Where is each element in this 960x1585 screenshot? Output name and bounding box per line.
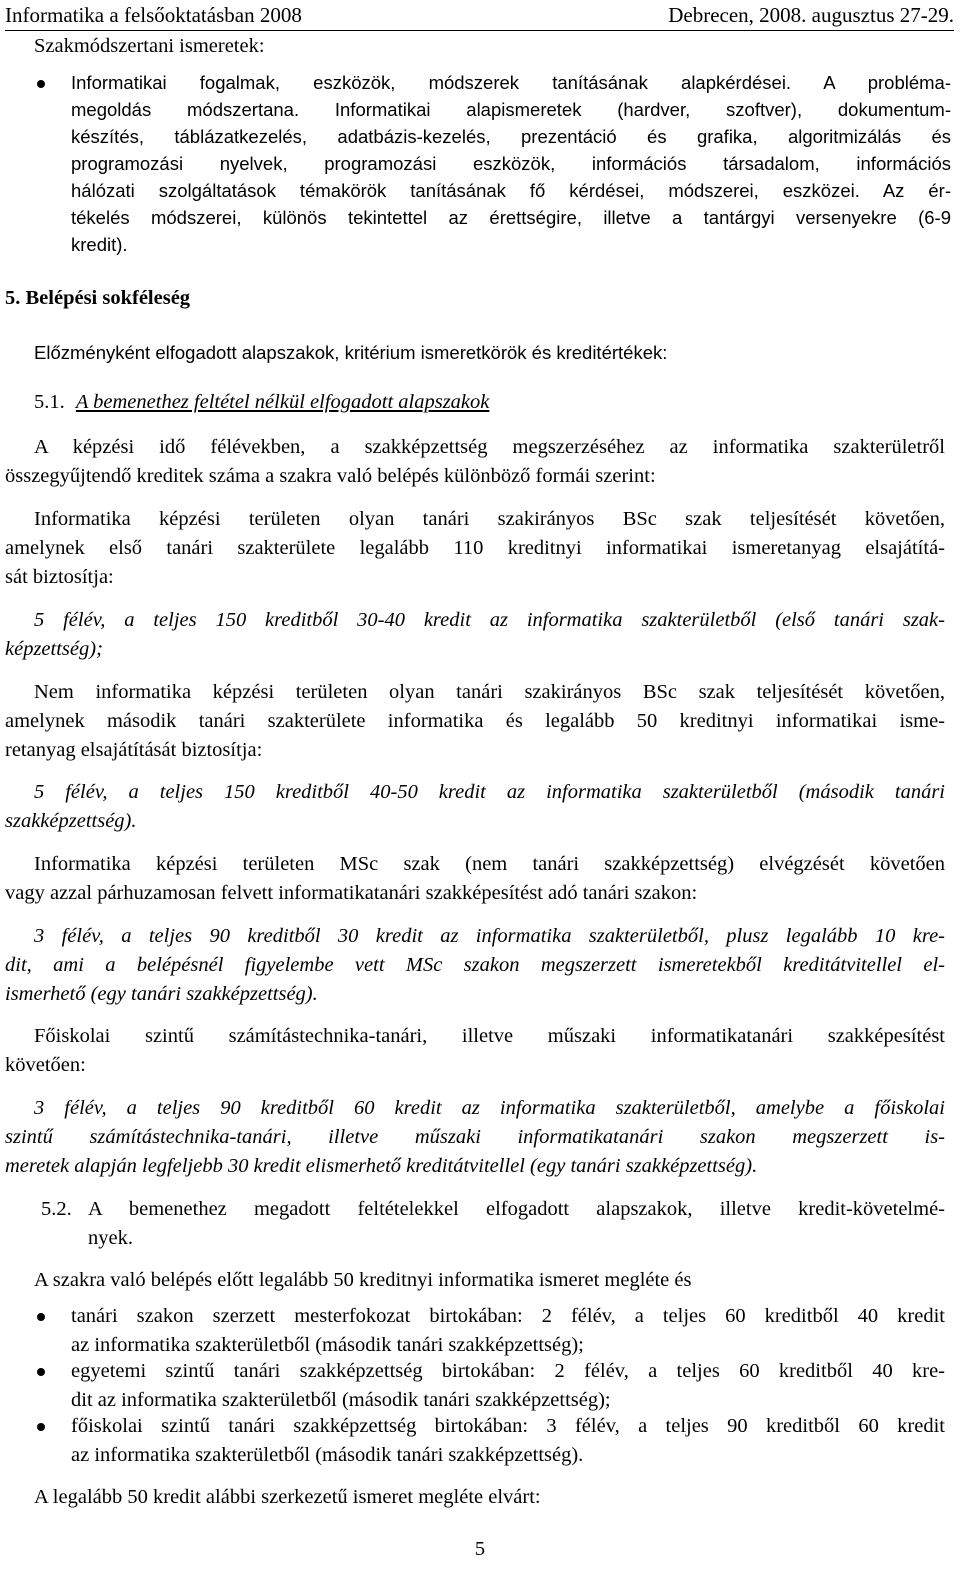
paragraph-line: Informatika képzési területen olyan tanári szakirányos BSc szak teljesítését követően, bbox=[34, 508, 945, 530]
paragraph-line: retanyag elsajátítását biztosítja: bbox=[5, 739, 263, 761]
subsection-title: A bemenethez megadott feltételekkel elfogadott alapszakok, illetve kredit-követelmé- bbox=[88, 1198, 945, 1220]
credit-requirement-line: szakképzettség). bbox=[5, 810, 137, 832]
section-label: Szakmódszertani ismeretek: bbox=[34, 35, 265, 57]
running-header bbox=[5, 0, 954, 31]
section-title: 5. Belépési sokféleség bbox=[5, 287, 191, 309]
credit-requirement-line: képzettség); bbox=[5, 638, 103, 660]
header-conference: Informatika a felsőoktatásban 2008 bbox=[5, 3, 302, 27]
paragraph-line: A legalább 50 kredit alábbi szerkezetű ismeret megléte elvárt: bbox=[34, 1486, 541, 1508]
paragraph-line: követően: bbox=[5, 1054, 86, 1076]
paragraph-line: amelynek első tanári szakterülete legalább 110 kreditnyi informatikai ismeretanyag elsajátítá- bbox=[5, 537, 945, 559]
credit-requirement-line: meretek alapján legfeljebb 30 kredit elismerhető kreditátvitellel (egy tanári szakképzettség). bbox=[5, 1155, 758, 1177]
subsection-heading bbox=[34, 388, 489, 417]
credit-requirement-line: szintű számítástechnika-tanári, illetve műszaki informatikatanári szakon megszerzett is- bbox=[5, 1126, 945, 1148]
credit-requirement-line: 3 félév, a teljes 90 kreditből 60 kredit az informatika szakterületből, amelybe a főiskolai bbox=[34, 1097, 945, 1119]
header-location-date: Debrecen, 2008. augusztus 27-29. bbox=[668, 3, 954, 27]
credit-requirement-line: 5 félév, a teljes 150 kreditből 30-40 kredit az informatika szakterületből (első tanári szak- bbox=[34, 609, 945, 631]
subsection-number: 5.1. bbox=[34, 391, 65, 413]
module-line: kredit). bbox=[71, 234, 128, 255]
module-line: programozási nyelvek, programozási eszközök, információs társadalom, információs bbox=[71, 153, 951, 174]
credit-requirement-line: ismerhető (egy tanári szakképzettség). bbox=[5, 983, 318, 1005]
paragraph-line: A szakra való belépés előtt legalább 50 kreditnyi informatika ismeret megléte és bbox=[34, 1269, 692, 1291]
bullet-line: tanári szakon szerzett mesterfokozat birtokában: 2 félév, a teljes 60 kreditből 40 kredit bbox=[71, 1305, 945, 1327]
subsection-title: nyek. bbox=[88, 1227, 133, 1249]
credit-requirement-line: 5 félév, a teljes 150 kreditből 40-50 kredit az informatika szakterületből (második tanári bbox=[34, 781, 945, 803]
module-line: készítés, táblázatkezelés, adatbázis-kezelés, prezentáció és grafika, algoritmizálás és bbox=[71, 126, 951, 147]
paragraph-line: Nem informatika képzési területen olyan tanári szakirányos BSc szak teljesítését követően, bbox=[34, 681, 945, 703]
bullet-icon bbox=[37, 1423, 45, 1431]
bullet-line: az informatika szakterületből (második tanári szakképzettség); bbox=[71, 1334, 584, 1356]
bullet-line: főiskolai szintű tanári szakképzettség birtokában: 3 félév, a teljes 90 kreditből 60 kredit bbox=[71, 1415, 945, 1437]
credit-requirement-line: dit, ami a belépésnél figyelembe vett MSc szakon megszerzett ismeretekből kreditátvitellel el- bbox=[5, 954, 945, 976]
module-line: Informatikai fogalmak, eszközök, módszerek tanításának alapkérdései. A probléma- bbox=[71, 72, 951, 93]
module-line: hálózati szolgáltatások témakörök tanításának fő kérdései, módszerei, eszközei. Az ér- bbox=[71, 180, 951, 201]
paragraph-line: A képzési idő félévekben, a szakképzettség megszerzéséhez az informatika szakterületről bbox=[34, 436, 945, 458]
paragraph-line: összegyűjtendő kreditek száma a szakra való belépés különböző formái szerint: bbox=[5, 465, 656, 487]
module-line: tékelés módszerei, különös tekintettel az érettségire, illetve a tantárgyi versenyekre (6-9 bbox=[71, 207, 951, 228]
page-number: 5 bbox=[474, 1538, 486, 1560]
paragraph-line: Főiskolai szintű számítástechnika-tanári, illetve műszaki informatikatanári szakképesítést bbox=[34, 1025, 945, 1047]
bullet-line: egyetemi szintű tanári szakképzettség birtokában: 2 félév, a teljes 60 kreditből 40 kre- bbox=[71, 1360, 945, 1382]
bullet-icon bbox=[37, 1368, 45, 1376]
subsection-number: 5.2. bbox=[41, 1198, 72, 1220]
subsection-title: A bemenethez feltétel nélkül elfogadott alapszakok bbox=[75, 391, 490, 413]
paragraph-line: amelynek második tanári szakterülete informatika és legalább 50 kreditnyi informatikai isme- bbox=[5, 710, 945, 732]
paragraph-line: vagy azzal párhuzamosan felvett informatikatanári szakképesítést adó tanári szakon: bbox=[5, 882, 698, 904]
credit-requirement-line: 3 félév, a teljes 90 kreditből 30 kredit az informatika szakterületből, plusz legalább 10 kre- bbox=[34, 925, 945, 947]
section-intro: Előzményként elfogadott alapszakok, kritérium ismeretkörök és kreditértékek: bbox=[34, 342, 668, 363]
bullet-icon bbox=[37, 80, 45, 88]
bullet-line: az informatika szakterületből (második tanári szakképzettség). bbox=[71, 1444, 584, 1466]
paragraph-line: Informatika képzési területen MSc szak (nem tanári szakképzettség) elvégzését követően bbox=[34, 853, 945, 875]
bullet-icon bbox=[37, 1313, 45, 1321]
module-line: megoldás módszertana. Informatikai alapismeretek (hardver, szoftver), dokumentum- bbox=[71, 99, 951, 120]
paragraph-line: sát biztosítja: bbox=[5, 566, 114, 588]
bullet-line: dit az informatika szakterületből (második tanári szakképzettség); bbox=[71, 1389, 611, 1411]
